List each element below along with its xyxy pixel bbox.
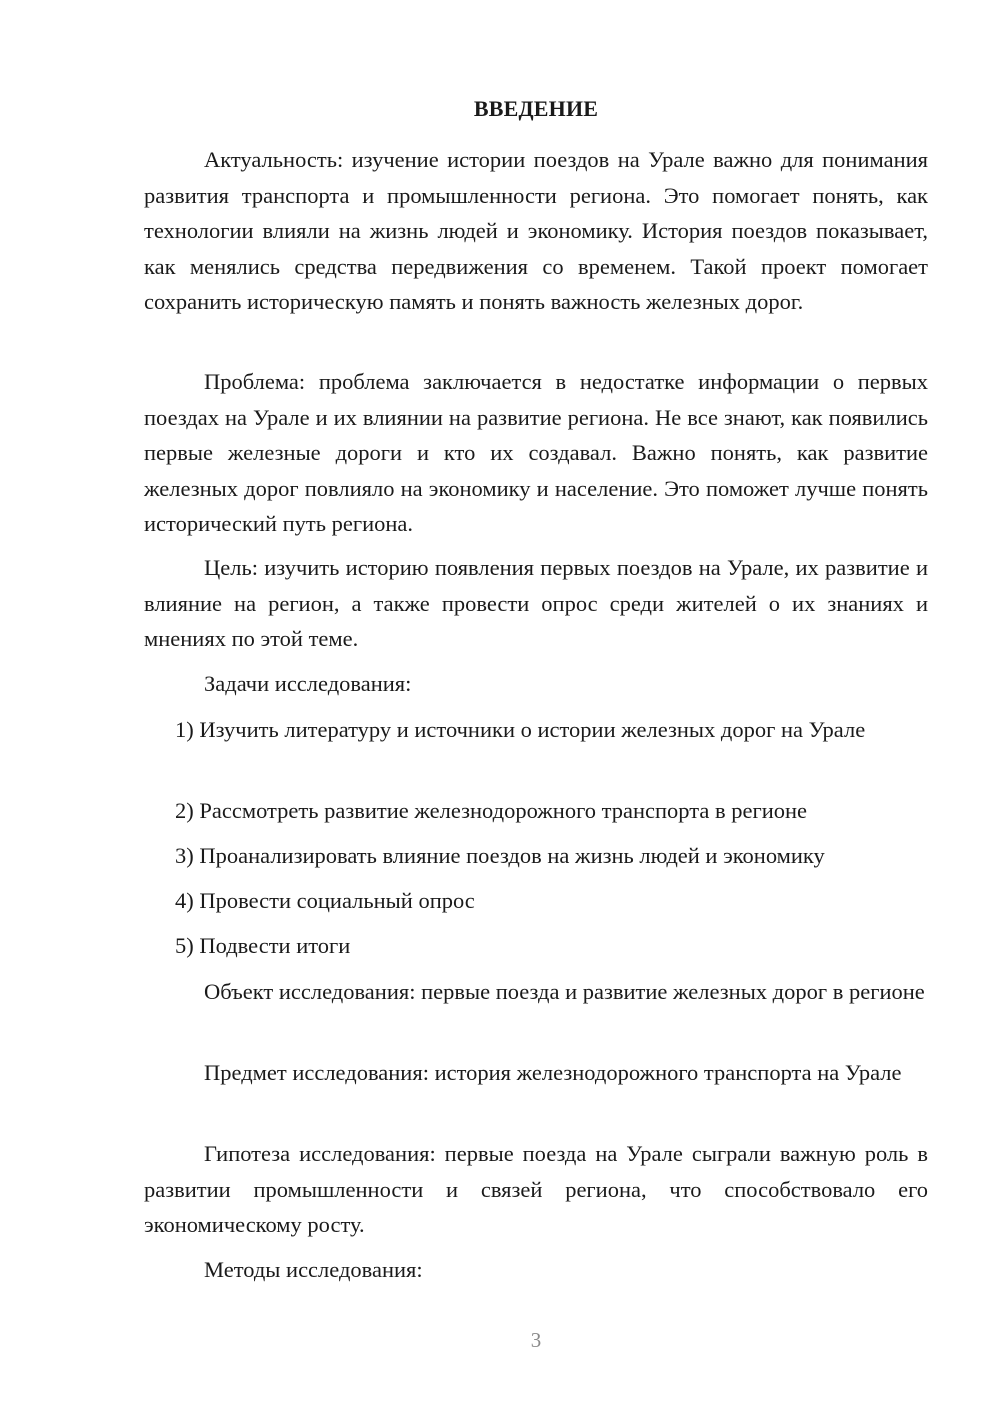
paragraph-problem: Проблема: проблема заключается в недостатке информации о первых поездах на Урале и их влиянии на развитие региона. Не все знают, как появились первые железные дороги и кто их создавал. Важно понять, как развитие железных дорог повлияло на экономику и население. Это поможет лучше понять исторический путь региона.: [144, 369, 928, 536]
page-number: 3: [530, 1328, 542, 1352]
methods-heading: Методы исследования:: [204, 1257, 423, 1282]
task-item-5: 5) Подвести итоги: [175, 933, 351, 958]
paragraph-subject: Предмет исследования: история железнодорожного транспорта на Урале: [204, 1060, 902, 1085]
paragraph-hypothesis: Гипотеза исследования: первые поезда на Урале сыграли важную роль в развитии промышленности и связей региона, что способствовало его экономическому росту.: [144, 1141, 928, 1237]
tasks-heading: Задачи исследования:: [204, 671, 412, 696]
paragraph-object: Объект исследования: первые поезда и развитие железных дорог в регионе: [204, 979, 925, 1004]
paragraph-relevance: Актуальность: изучение истории поездов на Урале важно для понимания развития транспорта и промышленности региона. Это помогает понять, как технологии влияли на жизнь людей и экономику. История поездов показывает, как менялись средства передвижения со временем. Такой проект помогает сохранить историческую память и понять важность железных дорог.: [144, 147, 928, 314]
task-item-4: 4) Провести социальный опрос: [175, 888, 475, 913]
paragraph-goal: Цель: изучить историю появления первых поездов на Урале, их развитие и влияние на регион, а также провести опрос среди жителей о их знаниях и мнениях по этой теме.: [144, 555, 928, 651]
task-item-1: 1) Изучить литературу и источники о истории железных дорог на Урале: [175, 717, 866, 742]
page-title: ВВЕДЕНИЕ: [473, 96, 599, 121]
task-item-2: 2) Рассмотреть развитие железнодорожного транспорта в регионе: [175, 798, 808, 823]
task-item-3: 3) Проанализировать влияние поездов на жизнь людей и экономику: [175, 843, 825, 868]
